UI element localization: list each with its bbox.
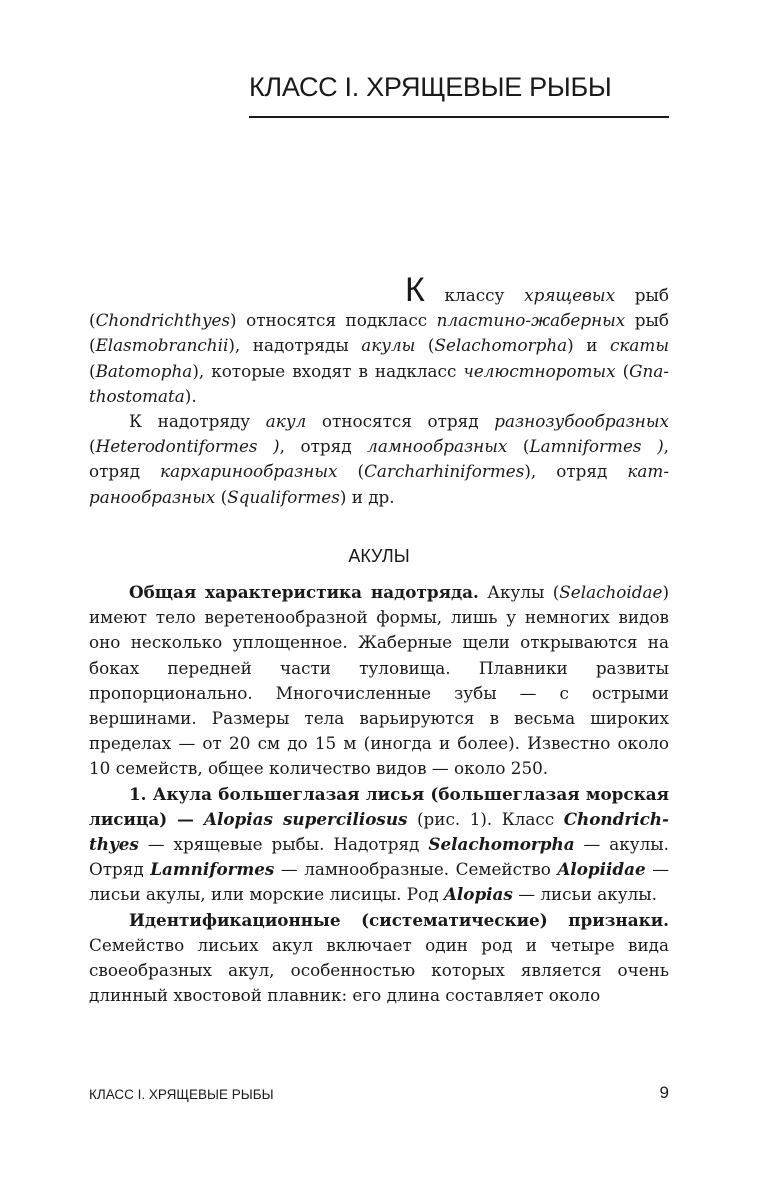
intro-text xyxy=(89,271,670,510)
intro-paragraph-2: К надотряду акул относятся отряд разнозубообразных (Heterodontiformes ), отряд ламнообразных (Lamniformes ), отряд кархаринообразных (Carcharhiniformes), отряд катранообразных (Squaliformes) и др. xyxy=(89,411,669,507)
section-heading: АКУЛЫ xyxy=(348,546,410,566)
drop-cap: К xyxy=(405,271,425,309)
main-paragraph-2: 1. Акула большеглазая лисья (большеглазая морская лисица) — Alopias superciliosus (рис. 1). Класс Chondrichthyes — хрящевые рыбы. Надотряд Selachomorpha — акулы. Отряд Lamniformes — ламнообразные. Семейство Alopiidae — лисьи акулы, или морские лисицы. Род Alopias — лисьи акулы. xyxy=(89,783,669,905)
running-footer-title: КЛАСС I. ХРЯЩЕВЫЕ РЫБЫ xyxy=(89,1087,274,1102)
chapter-title: КЛАСС I. ХРЯЩЕВЫЕ РЫБЫ xyxy=(249,72,612,102)
chapter-title-rule xyxy=(249,116,669,118)
main-text xyxy=(89,580,669,1008)
main-paragraph-3: Идентификационные (систематические) признаки. Семейство лисьих акул включает один род и четыре вида своеобразных акул, особенностью которых является очень длинный хвостовой плавник: его длина составляет около xyxy=(89,909,669,1006)
page-number: 9 xyxy=(659,1083,669,1102)
intro-paragraph-1: К классу хрящевых рыб (Chondrichthyes) относятся подкласс пластино-жаберных рыб (Elasmobranchii), надотряды акулы (Selachomorpha) и скаты (Batomopha), которые входят в надкласс челюстноротых (Gnathostomata). xyxy=(89,271,670,406)
main-paragraph-1: Общая характеристика надотряда. Акулы (Selachoidae) имеют тело веретенообразной формы, лишь у немногих видов оно несколько уплощенное. Жаберные щели открываются на боках передней части туловища. Плавники развиты пропорционально. Многочисленные зубы — с острыми вершинами. Размеры тела варьируются в весьма широких пределах — от 20 см до 15 м (иногда и более). Известно около 10 семейств, общее количество видов — около 250. xyxy=(89,582,669,779)
